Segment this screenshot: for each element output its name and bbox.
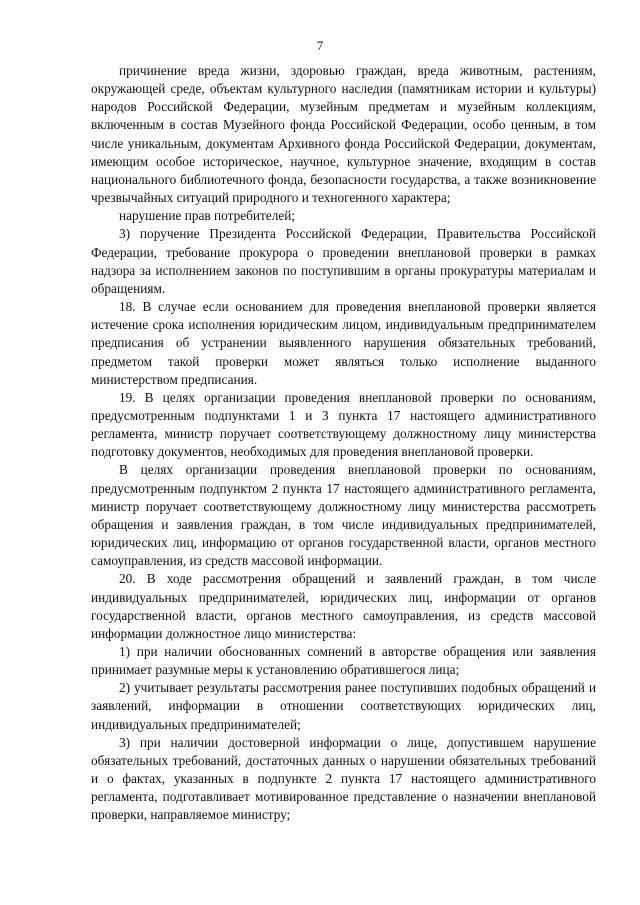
- paragraph-clause-20: 20. В ходе рассмотрения обращений и заявлений граждан, в том числе индивидуальных предпринимателей, юридических лиц, информации от органов государственной власти, органов местного самоуправления, из средств массовой информации должностное лицо министерства:: [91, 571, 596, 641]
- page-number: 7: [316, 38, 324, 53]
- paragraph-clause-20-item-1: 1) при наличии обоснованных сомнений в авторстве обращения или заявления принимает разумные меры к установлению обратившегося лица;: [91, 644, 596, 678]
- paragraph-clause-18: 18. В случае если основанием для проведения внеплановой проверки является истечение срока исполнения юридическим лицом, индивидуальным предпринимателем предписания об устранении выявленного нарушения обязательных требований, предметом такой проверки может являться только исполнение выданного министерством предписания.: [91, 299, 596, 387]
- paragraph-clause-20-item-3: 3) при наличии достоверной информации о лице, допустившем нарушение обязательных требований, достаточных данных о нарушении обязательных требований и о фактах, указанных в подпункте 2 пункта 17 настоящего административного регламента, подготавливает мотивированное представление о назначении внеплановой проверки, направляемое министру;: [91, 734, 596, 823]
- paragraph-item-3-instruction: 3) поручение Президента Российской Федерации, Правительства Российской Федерации, требование прокурора о проведении внеплановой проверки в рамках надзора за исполнением законов по поступившим в органы прокуратуры материалам и обращениям.: [91, 226, 596, 296]
- paragraph-clause-19: 19. В целях организации проведения внеплановой проверки по основаниям, предусмотренным подпунктами 1 и 3 пункта 17 настоящего административного регламента, министр поручает соответствующему должностному лицу министерства подготовку документов, необходимых для проведения внеплановой проверки.: [91, 389, 596, 460]
- paragraph-harm-list: причинение вреда жизни, здоровью граждан, вреда животным, растениям, окружающей среде, объектам культурного наследия (памятникам истории и культуры) народов Российской Федерации, музейным предметам и музейным коллекциям, включенным в состав Музейного фонда Российской Федерации, особо ценным, в том числе уникальным, документам Архивного фонда Российской Федерации, документам, имеющим особое историческое, научное, культурное значение, входящим в состав национального библиотечного фонда, безопасности государства, а также возникновение чрезвычайных ситуаций природного и техногенного характера;: [91, 63, 596, 206]
- paragraph-consumer-rights: нарушение прав потребителей;: [119, 208, 296, 224]
- paragraph-clause-20-item-2: 2) учитывает результаты рассмотрения ранее поступивших подобных обращений и заявлений, информации в отношении соответствующих юридических лиц, индивидуальных предпринимателей;: [91, 680, 596, 732]
- paragraph-clause-19-continued: В целях организации проведения внеплановой проверки по основаниям, предусмотренным подпунктом 2 пункта 17 настоящего административного регламента, министр поручает соответствующему должностному лицу министерства рассмотреть обращения и заявления граждан, в том числе индивидуальных предпринимателей, юридических лиц, информацию от органов государственной власти, органов местного самоуправления, из средств массовой информации.: [91, 462, 596, 569]
- document-body: [91, 62, 596, 825]
